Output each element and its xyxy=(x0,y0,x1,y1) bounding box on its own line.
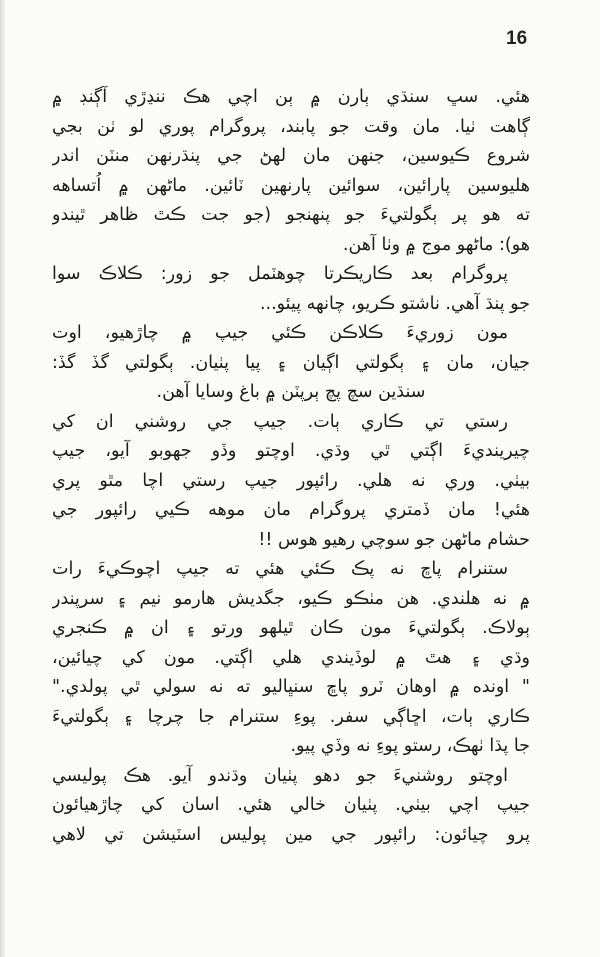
text-line-24: اوچتو روشنيءَ جو دهو پٺيان وڌندو آيو. هڪ پوليسي xyxy=(52,765,508,786)
text-line-9: مون زوريءَ ڪلاڪن ڪئي جيپ ۾ چاڙهيو، اوت xyxy=(52,323,508,343)
text-line-21: " اونده ۾ اوهان ٽرو پاڇ سنڀاليو ته نه سولي ٿي پولدي." xyxy=(52,677,530,697)
text-line-3: شروع ڪيوسين، جنهن مان لهڻ جي پنڌرنهن منٽن اندر xyxy=(52,146,530,166)
text-line-7: پروگرام بعد ڪاريڪرتا چوهٽمل جو زور: ڪلاڪ سوا xyxy=(52,264,508,284)
scan-edge-shadow xyxy=(0,0,6,957)
page-number: 16 xyxy=(506,28,528,49)
text-line-10: جيان، مان ۽ ٻگولتي اڳيان ۽ پيا پٺيان. ٻگولتي گڏ گڏ: xyxy=(52,352,530,373)
text-line-18: ۾ نه هلندي. هن مٺڪو ڪيو، جگديش هارمو نيم ۽ سرپندر xyxy=(52,588,530,609)
text-line-15: هئي! مان ڏمتري پروگرام مان موهه ڪيي رائپور جي xyxy=(52,500,530,520)
text-line-17: ستنرام پاڇ نه پڪ ڪئي هئي ته جيپ اچوڪيءَ رات xyxy=(52,559,508,579)
text-line-2: ڳاهت ٺيا. مان وقت جو پابند، پروگرام پوري لو ٺن بجي xyxy=(52,116,530,137)
text-line-22: ڪاري ٻات، اڇاڳي سفر. پوءِ ستنرام جا چرچا ۽ ٻگولتيءَ xyxy=(52,706,530,727)
text-line-6: هو): ماڻهو موج ۾ وٺا آهن. xyxy=(342,234,530,255)
text-line-11: سنڌين سچ پچ ٻرپٽن ۾ باغ وسايا آهن. xyxy=(156,382,426,402)
text-line-1: هئي. سڀ سنڌي ٻارن ۾ ٻن اچي هڪ ننڍڙي آڳنڊ ۾ xyxy=(52,87,530,107)
text-line-23: جا پڌا ٺهڪ، رستو پوءِ نه وڏي پيو. xyxy=(290,736,530,756)
text-line-14: بيٺي. وري نه هلي. رائپور جيپ رستي اچا مٿو پري xyxy=(52,470,530,491)
text-line-13: چيرينديءَ اڳتي ٿي وڌي. اوچتو وڏو جهوبو آيو، جيپ xyxy=(52,441,530,461)
text-line-12: رستي تي ڪاري ٻات. جيپ جي روشني ان کي xyxy=(52,411,508,432)
text-line-8: جو پنڌ آهي. ناشتو ڪريو، چانهه پيئو... xyxy=(259,293,530,314)
text-line-20: وڌي ۽ هٿ ۾ لوڏيندي هلي اڳتي. مون کي چيائين، xyxy=(52,647,530,668)
text-line-26: پرو چيائون: رائپور جي مين پوليس اسٽيشن تي لاهي xyxy=(52,824,530,845)
text-line-5: ته هو پر ٻگولتيءَ جو پنهنجو (جو جت ڪٿ ظاهر ٿيندو xyxy=(52,205,530,225)
text-line-16: حشام ماڻهن جو سوچي رهيو هوس !! xyxy=(258,529,530,550)
page-body-text xyxy=(52,83,530,850)
text-line-19: ٻولاڪ. ٻگولتيءَ مون ڪان ٿيلهو ورتو ۽ ان ۾ ڪنجري xyxy=(52,618,530,638)
text-line-25: جيپ اچي بيٺي. پٺيان خالي هئي. اسان کي چاڙهيائون xyxy=(52,795,530,815)
text-line-4: هليوسين پارائين، سوائين پارنهين ٽائين. ماڻهن ۾ اُتساهه xyxy=(52,175,530,196)
